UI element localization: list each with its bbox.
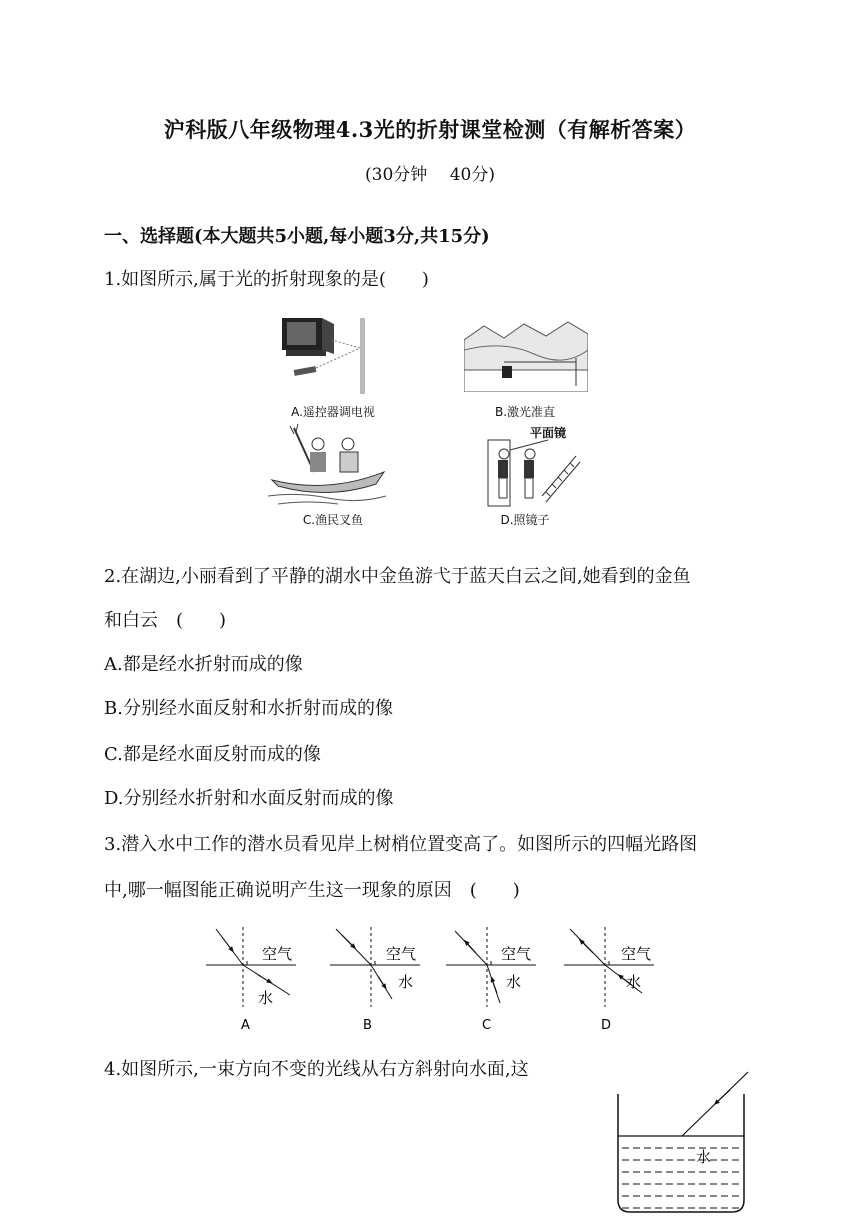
diagram-c	[446, 927, 536, 1007]
q1-caption-d: D.照镜子	[500, 513, 550, 527]
question-2-stem-line1: 2.在湖边,小丽看到了平静的湖水中金鱼游弋于蓝天白云之间,她看到的金鱼	[104, 566, 691, 587]
q3-light-path-diagrams	[0, 915, 860, 1035]
diagram-label-c: C	[482, 1018, 492, 1033]
question-3-stem-line1: 3.潜入水中工作的潜水员看见岸上树梢位置变高了。如图所示的四幅光路图	[104, 834, 698, 855]
q4-water-container-figure	[600, 1064, 760, 1216]
air-label-b: 空气	[386, 945, 417, 963]
water-label-a: 水	[258, 989, 274, 1007]
question-2-option-b: B.分别经水面反射和水折射而成的像	[104, 698, 393, 719]
section-heading: 一、选择题(本大题共5小题,每小题3分,共15分)	[104, 226, 490, 247]
question-1-stem: 1.如图所示,属于光的折射现象的是( )	[104, 269, 429, 290]
tv-remote-image	[274, 310, 384, 395]
q4-water-label: 水	[696, 1148, 712, 1166]
page-title: 沪科版八年级物理4.3光的折射课堂检测（有解析答案）	[163, 117, 697, 142]
water-label-c: 水	[506, 973, 522, 991]
question-2-option-d: D.分别经水折射和水面反射而成的像	[104, 788, 394, 809]
mirror-image	[484, 436, 584, 508]
fisherman-image	[268, 422, 386, 506]
diagram-a	[206, 927, 296, 1007]
q1-caption-b: B.激光准直	[494, 405, 556, 419]
question-3-stem-line2: 中,哪一幅图能正确说明产生这一现象的原因 ( )	[104, 880, 520, 901]
water-label-d: 水	[626, 973, 642, 991]
question-2-stem-line2: 和白云 ( )	[104, 610, 227, 631]
question-2-option-a: A.都是经水折射而成的像	[104, 654, 303, 675]
question-2-option-c: C.都是经水面反射而成的像	[104, 744, 321, 765]
q1-figure	[268, 310, 598, 530]
q1-caption-a: A.遥控器调电视	[291, 405, 375, 419]
air-label-c: 空气	[501, 945, 532, 963]
diagram-label-a: A	[241, 1018, 250, 1033]
q1-caption-c: C.渔民叉鱼	[302, 513, 364, 527]
diagram-b	[330, 927, 420, 1007]
air-label-d: 空气	[621, 945, 652, 963]
question-4-stem: 4.如图所示,一束方向不变的光线从右方斜射向水面,这	[104, 1059, 529, 1080]
page-subtitle: (30分钟 40分)	[365, 165, 495, 185]
air-label-a: 空气	[262, 945, 293, 963]
diagram-label-d: D	[601, 1018, 612, 1033]
water-label-b: 水	[398, 973, 414, 991]
mirror-label: 平面镜	[530, 426, 567, 440]
diagram-d	[564, 927, 654, 1007]
laser-alignment-image	[464, 320, 588, 392]
diagram-label-b: B	[363, 1018, 372, 1033]
